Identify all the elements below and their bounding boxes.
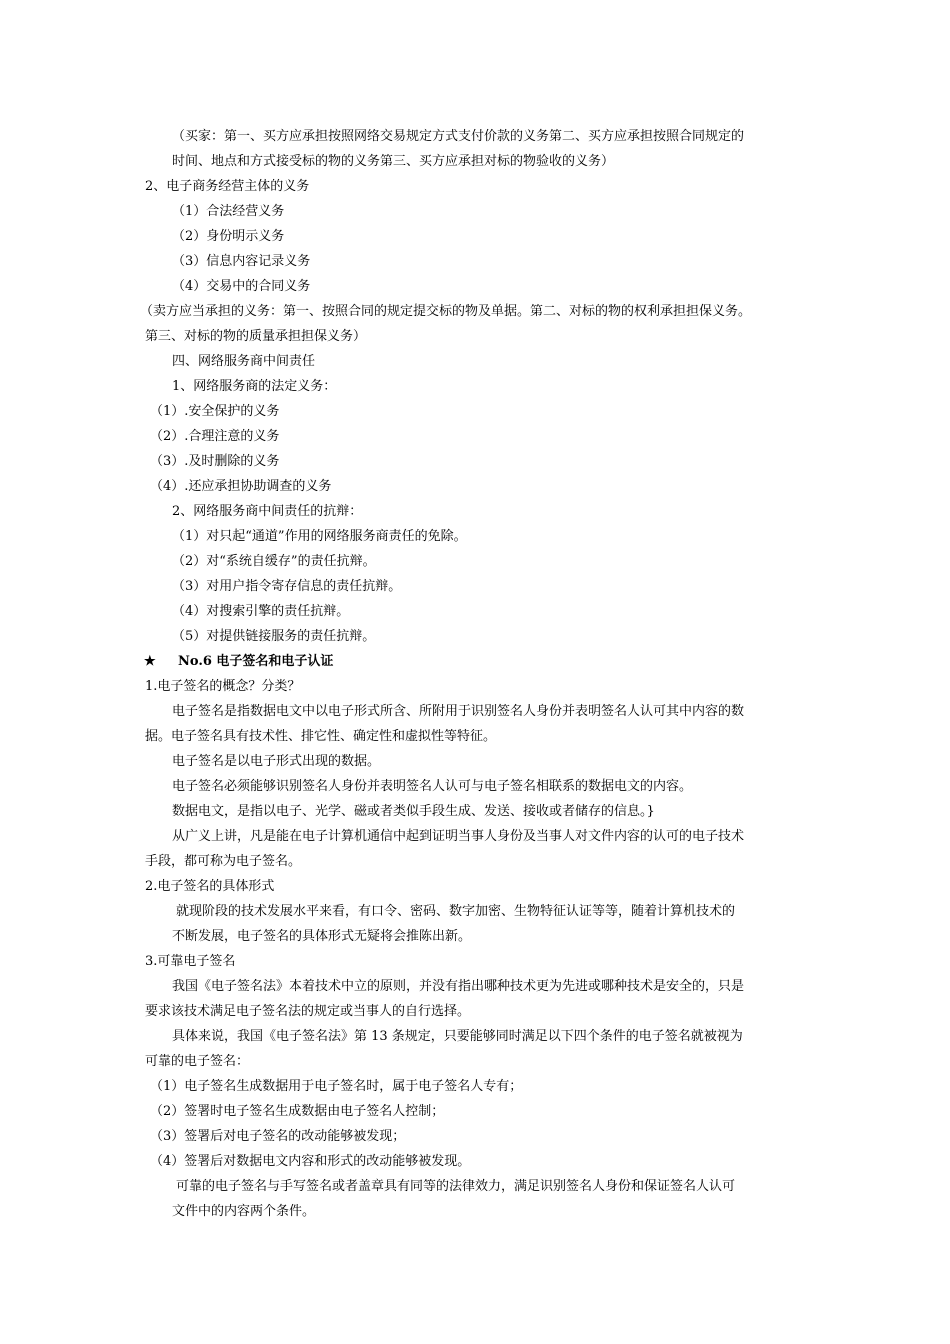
text-line: 电子签名是指数据电文中以电子形式所含、所附用于识别签名人身份并表明签名人认可其中内容的数 (172, 704, 745, 719)
section-heading: 2.电子签名的具体形式 (145, 879, 275, 894)
text-line: 可靠的电子签名： (145, 1054, 250, 1069)
text-line: （3）信息内容记录义务 (172, 254, 311, 269)
text-line: 要求该技术满足电子签名法的规定或当事人的自行选择。 (145, 1004, 471, 1019)
text-line: （3）对用户指令寄存信息的责任抗辩。 (172, 579, 402, 594)
text-line: （4）.还应承担协助调查的义务 (150, 479, 332, 494)
text-line: 不断发展，电子签名的具体形式无疑将会推陈出新。 (172, 929, 472, 944)
text-line: （3）.及时删除的义务 (150, 454, 280, 469)
chapter-heading: No.6 电子签名和电子认证 (178, 654, 334, 669)
text-line: （2）.合理注意的义务 (150, 429, 280, 444)
text-line: （2）身份明示义务 (172, 229, 285, 244)
text-line: 时间、地点和方式接受标的物的义务第三、买方应承担对标的物验收的义务） (172, 154, 615, 169)
text-line: （1）对只起“通道”作用的网络服务商责任的免除。 (172, 529, 467, 544)
text-line: （1）.安全保护的义务 (150, 404, 280, 419)
text-line: （5）对提供链接服务的责任抗辩。 (172, 629, 376, 644)
section-heading: 四、网络服务商中间责任 (172, 354, 316, 369)
text-line: （4）签署后对数据电文内容和形式的改动能够被发现。 (150, 1154, 471, 1169)
text-line: （2）对“系统自缓存”的责任抗辩。 (172, 554, 376, 569)
text-line: （买家：第一、买方应承担按照网络交易规定方式支付价款的义务第二、买方应承担按照合同规定的 (172, 129, 745, 144)
text-line: （4）交易中的合同义务 (172, 279, 311, 294)
text-line: 手段，都可称为电子签名。 (145, 854, 302, 869)
text-line: 2、网络服务商中间责任的抗辩： (172, 504, 363, 519)
text-line: 2、电子商务经营主体的义务 (145, 179, 310, 194)
star-icon: ★ (144, 654, 156, 669)
text-line: 数据电文，是指以电子、光学、磁或者类似手段生成、发送、接收或者储存的信息。} (172, 804, 655, 819)
text-line: 就现阶段的技术发展水平来看，有口令、密码、数字加密、生物特征认证等等，随着计算机技术的 (176, 904, 736, 919)
text-line: 第三、对标的物的质量承担担保义务） (145, 329, 367, 344)
text-line: 可靠的电子签名与手写签名或者盖章具有同等的法律效力，满足识别签名人身份和保证签名人认可 (176, 1179, 736, 1194)
text-line: 我国《电子签名法》本着技术中立的原则，并没有指出哪种技术更为先进或哪种技术是安全的，只是 (172, 979, 745, 994)
text-line: （4）对搜索引擎的责任抗辩。 (172, 604, 350, 619)
text-line: 从广义上讲，凡是能在电子计算机通信中起到证明当事人身份及当事人对文件内容的认可的电子技术 (172, 829, 745, 844)
text-line: （1）电子签名生成数据用于电子签名时，属于电子签名人专有； (150, 1079, 523, 1094)
text-line: （3）签署后对电子签名的改动能够被发现； (150, 1129, 406, 1144)
section-heading: 1.电子签名的概念？分类？ (145, 679, 301, 694)
text-line: 文件中的内容两个条件。 (172, 1204, 316, 1219)
text-line: 电子签名必须能够识别签名人身份并表明签名人认可与电子签名相联系的数据电文的内容。 (172, 779, 693, 794)
text-line: （1）合法经营义务 (172, 204, 285, 219)
text-line: （2）签署时电子签名生成数据由电子签名人控制； (150, 1104, 445, 1119)
text-line: 具体来说，我国《电子签名法》第 13 条规定，只要能够同时满足以下四个条件的电子签名就被视为 (172, 1029, 743, 1044)
text-line: 据。电子签名具有技术性、排它性、确定性和虚拟性等特征。 (145, 729, 497, 744)
text-line: 电子签名是以电子形式出现的数据。 (172, 754, 381, 769)
text-line: 1、网络服务商的法定义务： (172, 379, 337, 394)
section-heading: 3.可靠电子签名 (145, 954, 236, 969)
text-line: （卖方应当承担的义务：第一、按照合同的规定提交标的物及单据。第二、对标的物的权利承担担保义务。 (140, 304, 752, 319)
